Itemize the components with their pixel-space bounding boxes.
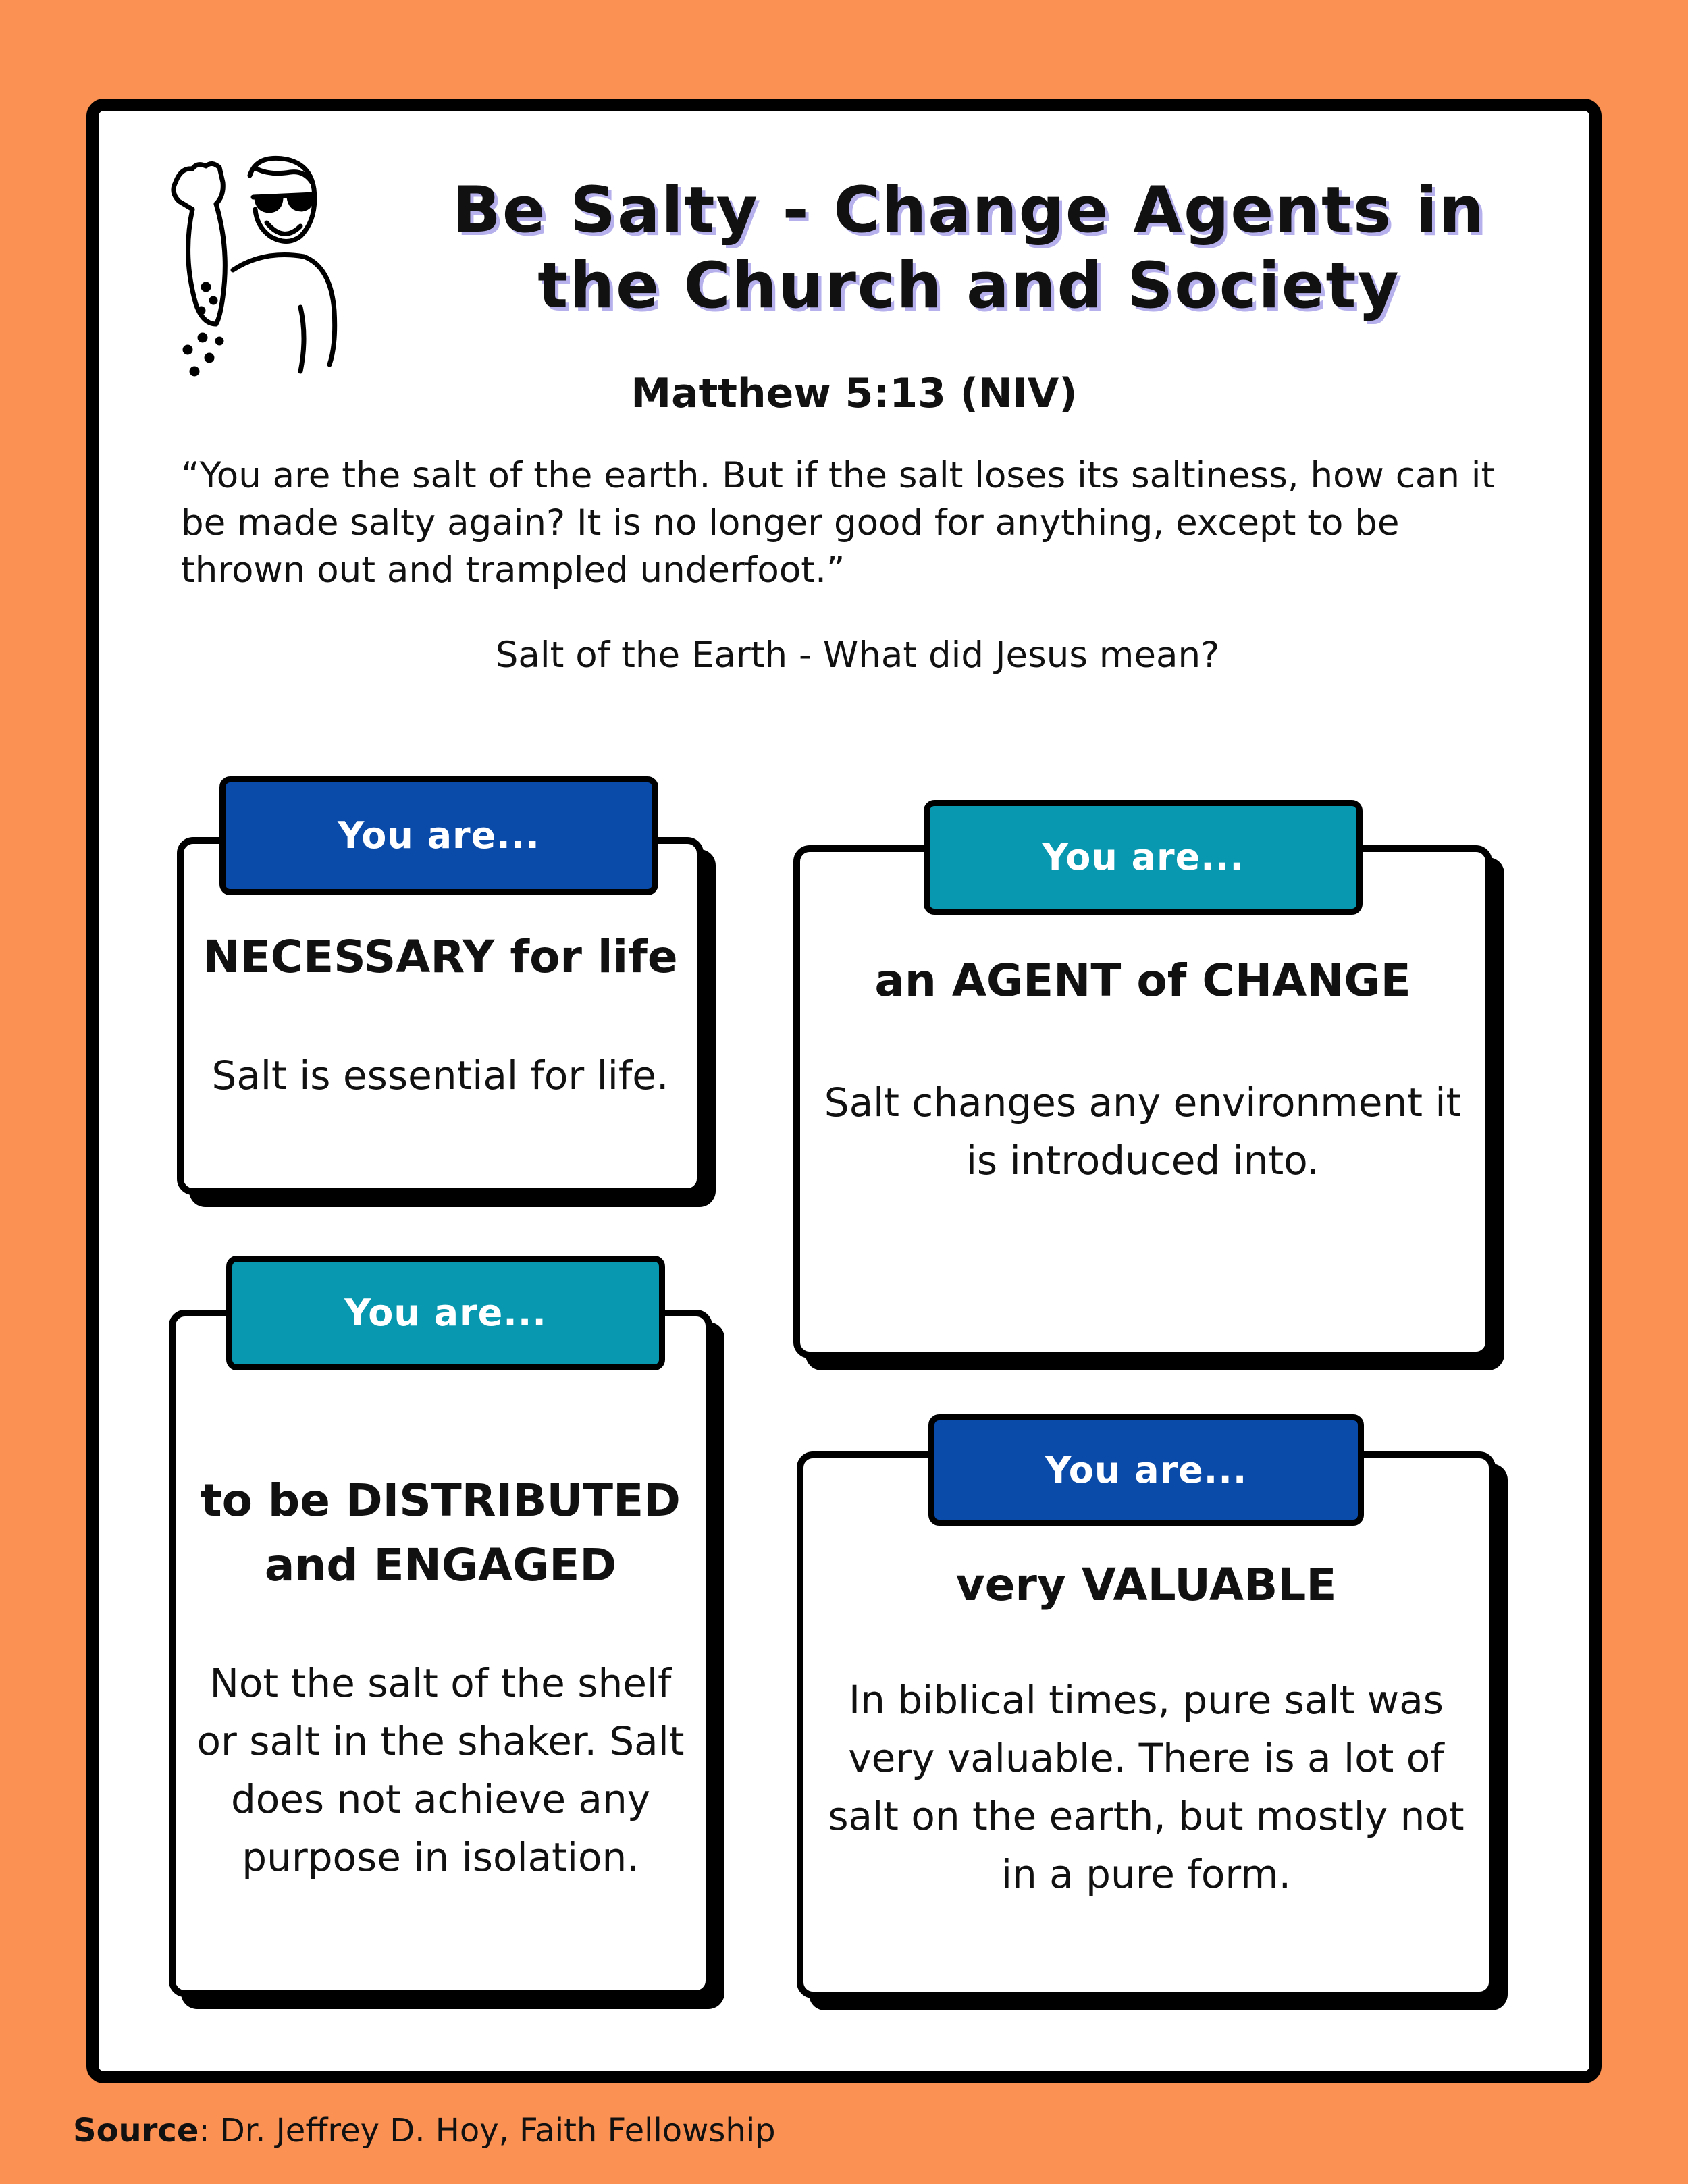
card-agent-body: Salt changes any environment it is introduced into.: [824, 1080, 1462, 1183]
card-valuable-body: In biblical times, pure salt was very valuable. There is a lot of salt on the earth, but mostly not in a pure form.: [828, 1677, 1465, 1897]
card-agent-tab: You are...: [924, 800, 1363, 915]
card-distributed-heading: to be DISTRIBUTED and ENGAGED: [201, 1474, 681, 1591]
card-necessary-heading: NECESSARY for life: [203, 931, 678, 983]
title-line-2: the Church and Society: [537, 249, 1400, 323]
card-valuable-heading: very VALUABLE: [955, 1559, 1337, 1611]
section-question: Salt of the Earth - What did Jesus mean?: [495, 635, 1220, 676]
salt-sprinkling-person-icon: [155, 155, 371, 385]
card-necessary-tab: You are...: [219, 776, 658, 895]
card-distributed-tab: You are...: [226, 1256, 665, 1370]
card-valuable-tab: You are...: [928, 1414, 1364, 1526]
card-distributed-body: Not the salt of the shelf or salt in the shaker. Salt does not achieve any purpose in isolation.: [196, 1660, 685, 1880]
card-distributed: [169, 1310, 712, 1997]
card-necessary-body: Salt is essential for life.: [211, 1053, 669, 1098]
page-title: [378, 173, 1560, 324]
source-credit: [73, 2112, 776, 2150]
scripture-reference: Matthew 5:13 (NIV): [631, 370, 1078, 417]
source-text: : Dr. Jeffrey D. Hoy, Faith Fellowship: [199, 2112, 776, 2150]
title-line-1: Be Salty - Change Agents in: [452, 174, 1485, 247]
scripture-quote: “You are the salt of the earth. But if the salt loses its saltiness, how can it be made salty again? It is no longer good for anything, except to be thrown out and trampled underfoot.”: [181, 455, 1496, 591]
card-agent-heading: an AGENT of CHANGE: [874, 955, 1411, 1007]
source-label: Source: [73, 2112, 199, 2150]
